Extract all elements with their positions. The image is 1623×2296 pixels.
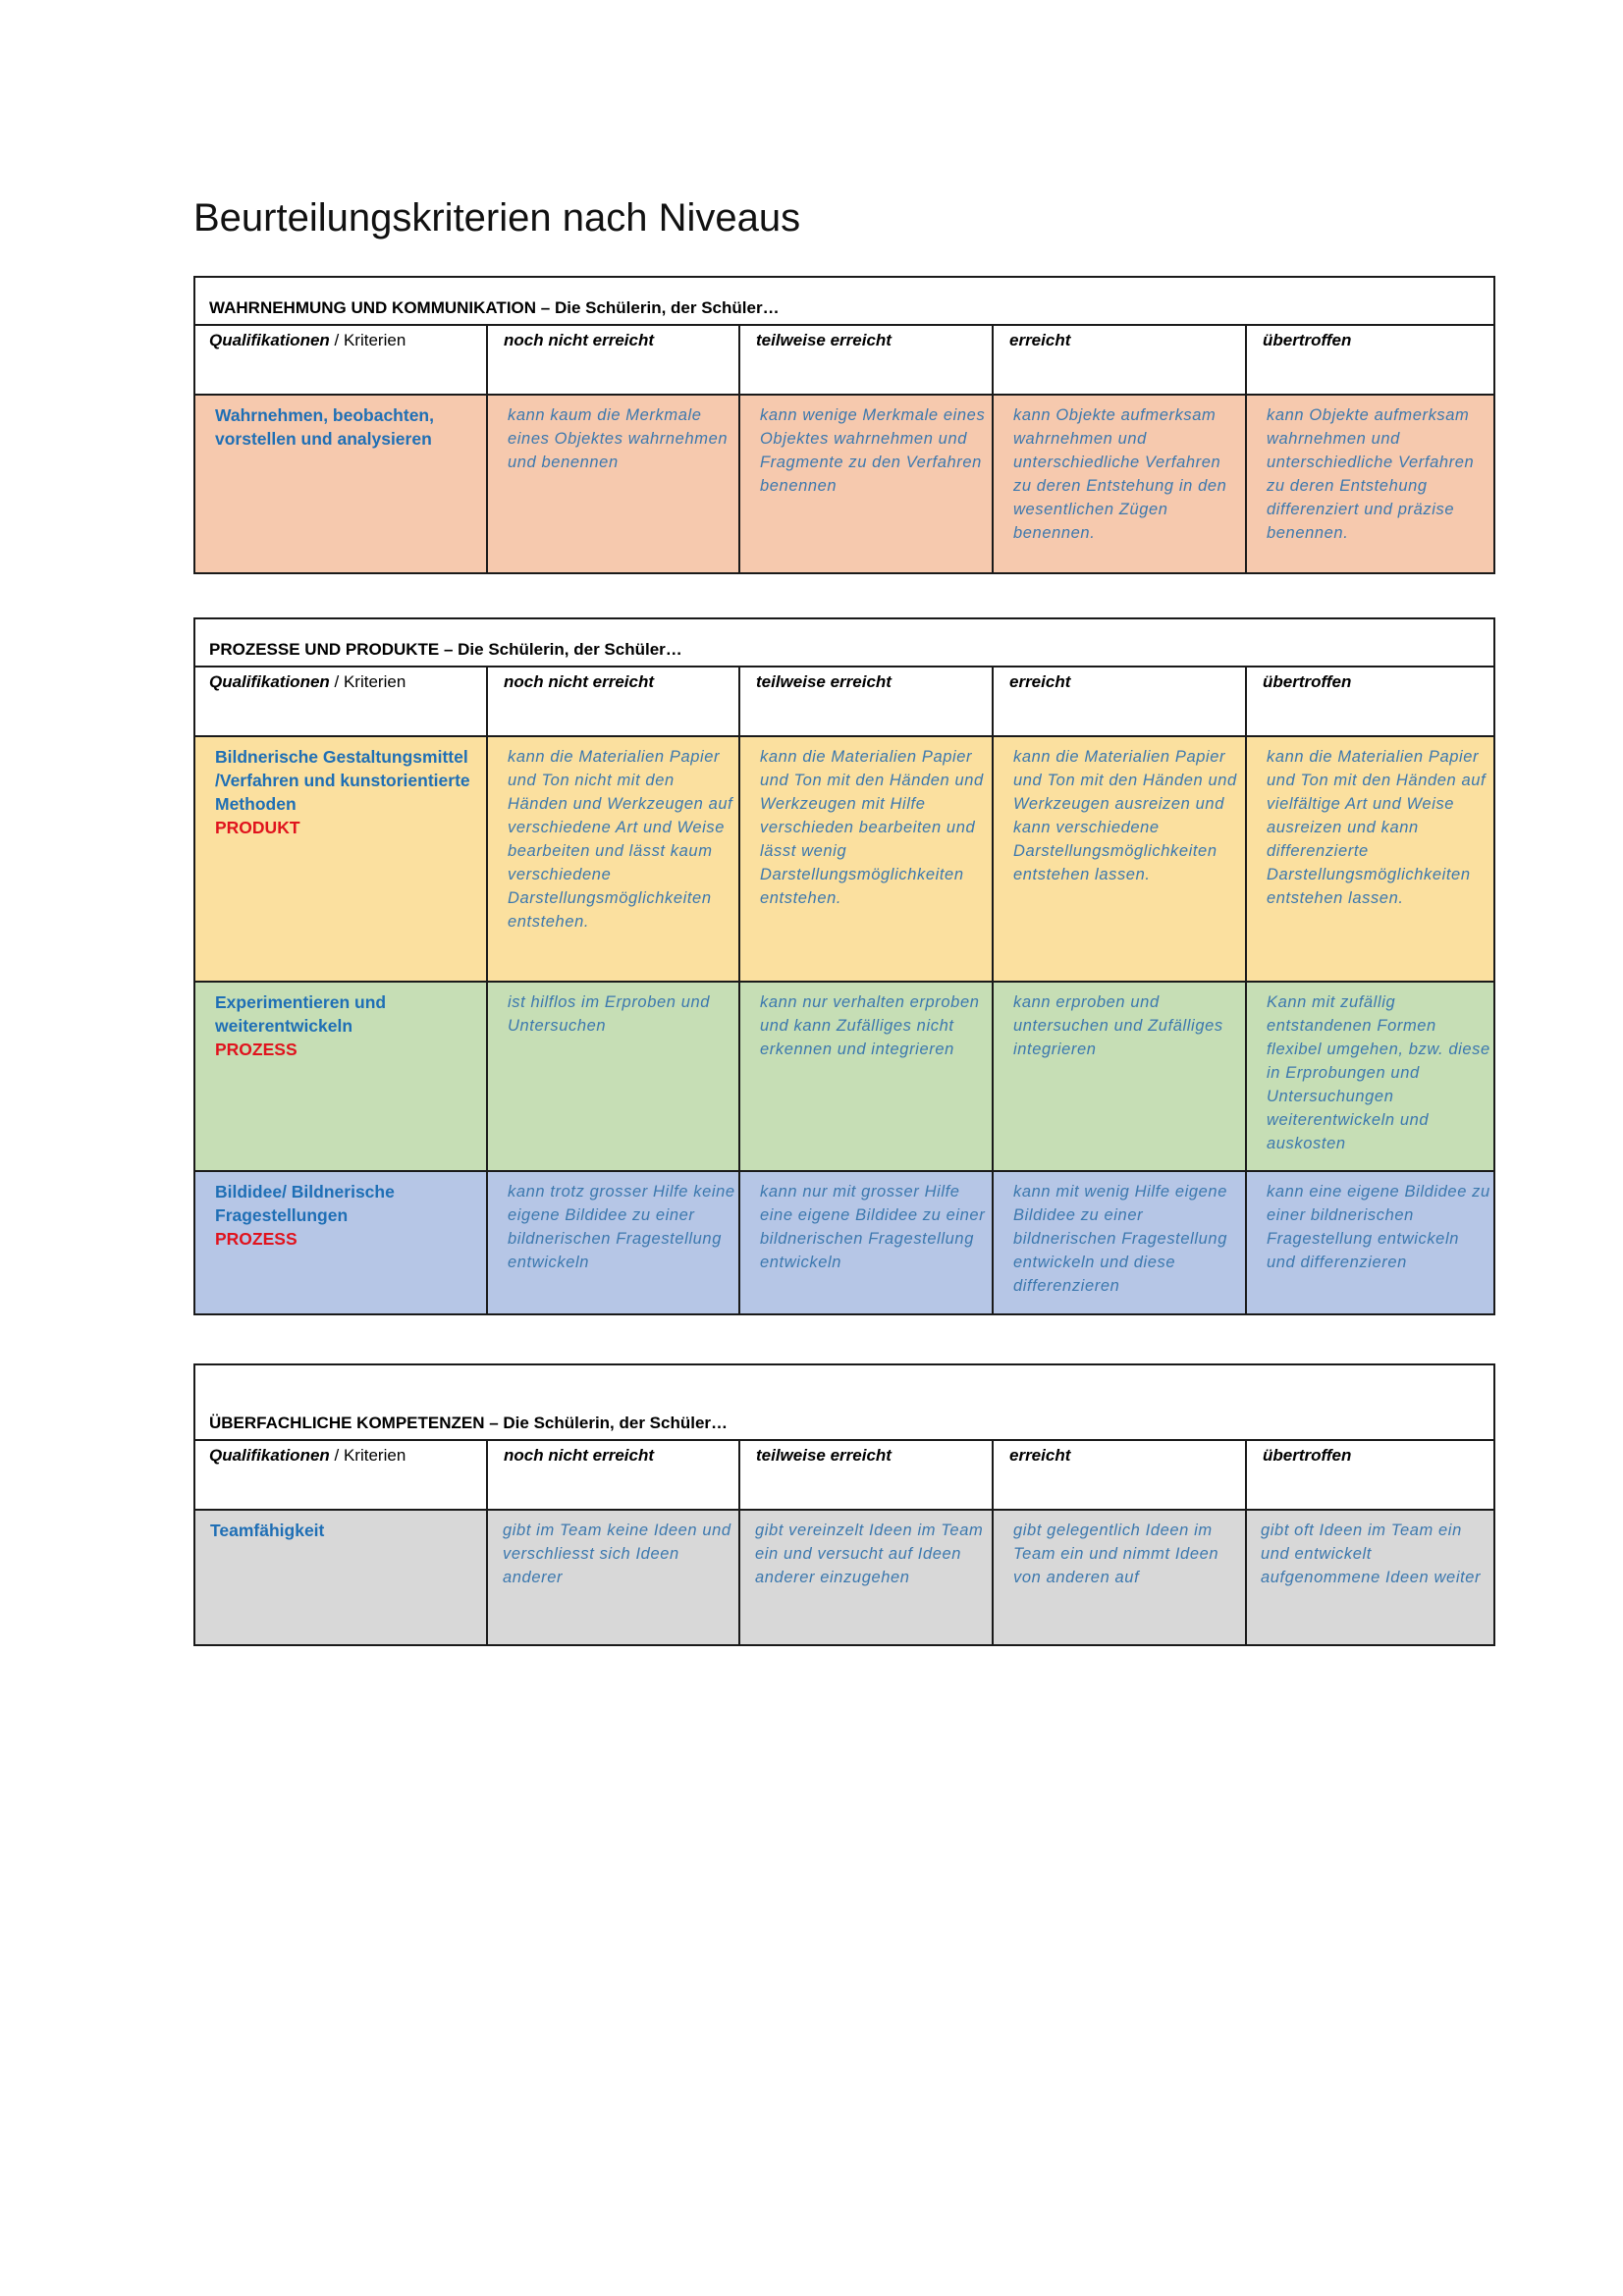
table-heading-text: ÜBERFACHLICHE KOMPETENZEN – Die Schülerin, der Schüler… <box>209 1414 729 1432</box>
level2-description: kann wenige Merkmale eines Objektes wahrnehmen und Fragmente zu den Verfahren benennen <box>740 396 994 572</box>
criterion-tag: PROZESS <box>215 1229 298 1249</box>
col-header-criteria: Qualifikationen / Kriterien <box>195 326 488 394</box>
col-header-level3: erreicht <box>994 326 1247 394</box>
col-header-level1: noch nicht erreicht <box>488 1441 740 1509</box>
table-ueberfachlich <box>193 1363 1495 1646</box>
level1-description: kann kaum die Merkmale eines Objektes wahrnehmen und benennen <box>488 396 740 572</box>
criterion-label <box>195 1172 488 1313</box>
table-row <box>195 1511 1493 1644</box>
table-row <box>195 1172 1493 1313</box>
level3-description: kann mit wenig Hilfe eigene Bildidee zu einer bildnerischen Fragestellung entwickeln und diese differenzieren <box>994 1172 1247 1313</box>
level4-description: kann die Materialien Papier und Ton mit den Händen auf vielfältige Art und Weise ausreizen und kann differenzierte Darstellungsmöglichkeiten entstehen lassen. <box>1267 748 1487 907</box>
level1-description: kann trotz grosser Hilfe keine eigene Bildidee zu einer bildnerischen Fragestellung entwickeln <box>488 1172 740 1313</box>
criterion-text: Bildidee/ Bildnerische Fragestellungen <box>215 1182 395 1225</box>
table-row <box>195 983 1493 1172</box>
criterion-label <box>195 737 488 981</box>
level4-description: gibt oft Ideen im Team ein und entwickelt aufgenommene Ideen weiter <box>1261 1522 1482 1586</box>
level2-description: gibt vereinzelt Ideen im Team ein und versucht auf Ideen anderer einzugehen <box>740 1511 994 1644</box>
col-header-level2: teilweise erreicht <box>740 1441 994 1509</box>
level4-description: Kann mit zufällig entstandenen Formen flexibel umgehen, bzw. diese in Erprobungen und Untersuchungen weiterentwickeln und auskosten <box>1267 993 1490 1152</box>
criterion-label: Wahrnehmen, beobachten, vorstellen und analysieren <box>195 396 488 572</box>
col-header-criteria: Qualifikationen / Kriterien <box>195 667 488 735</box>
criterion-tag: PRODUKT <box>215 818 300 837</box>
criterion-text: Experimentieren und weiterentwickeln <box>215 992 387 1036</box>
column-header-row <box>195 326 1493 396</box>
col-header-level4: übertroffen <box>1263 331 1352 349</box>
level3-description: gibt gelegentlich Ideen im Team ein und nimmt Ideen von anderen auf <box>994 1511 1247 1644</box>
table-prozesse <box>193 617 1495 1315</box>
col-header-level4: übertroffen <box>1263 1446 1352 1465</box>
level1-description: kann die Materialien Papier und Ton nicht mit den Händen und Werkzeugen auf verschiedene Art und Weise bearbeiten und lässt kaum verschiedene Darstellungsmöglichkeiten entstehen. <box>488 737 740 981</box>
criterion-label: Teamfähigkeit <box>195 1511 488 1644</box>
column-header-row <box>195 667 1493 737</box>
column-header-row <box>195 1441 1493 1511</box>
level3-description: kann erproben und untersuchen und Zufälliges integrieren <box>994 983 1247 1170</box>
page-title: Beurteilungskriterien nach Niveaus <box>193 196 801 240</box>
criterion-text: Bildnerische Gestaltungsmittel /Verfahren und kunstorientierte Methoden <box>215 747 470 814</box>
level3-description: kann Objekte aufmerksam wahrnehmen und unterschiedliche Verfahren zu deren Entstehung in den wesentlichen Zügen benennen. <box>994 396 1247 572</box>
criterion-label <box>195 983 488 1170</box>
level4-description: kann Objekte aufmerksam wahrnehmen und unterschiedliche Verfahren zu deren Entstehung differenziert und präzise benennen. <box>1267 406 1475 542</box>
level2-description: kann die Materialien Papier und Ton mit den Händen und Werkzeugen mit Hilfe verschieden bearbeiten und lässt wenig Darstellungsmöglichkeiten entstehen. <box>740 737 994 981</box>
level2-description: kann nur mit grosser Hilfe eine eigene Bildidee zu einer bildnerischen Fragestellung entwickeln <box>740 1172 994 1313</box>
level3-description: kann die Materialien Papier und Ton mit den Händen und Werkzeugen ausreizen und kann verschiedene Darstellungsmöglichkeiten entstehen lassen. <box>994 737 1247 981</box>
level1-description: gibt im Team keine Ideen und verschliesst sich Ideen anderer <box>488 1511 740 1644</box>
col-header-criteria: Qualifikationen / Kriterien <box>195 1441 488 1509</box>
col-header-level3: erreicht <box>994 667 1247 735</box>
level4-description: kann eine eigene Bildidee zu einer bildnerischen Fragestellung entwickeln und differenzieren <box>1267 1183 1490 1271</box>
col-header-level2: teilweise erreicht <box>740 326 994 394</box>
col-header-level4: übertroffen <box>1263 672 1352 691</box>
table-row <box>195 737 1493 983</box>
table-row <box>195 396 1493 572</box>
table-heading-text: WAHRNEHMUNG UND KOMMUNIKATION – Die Schülerin, der Schüler… <box>209 298 780 317</box>
col-header-level1: noch nicht erreicht <box>488 326 740 394</box>
table-heading <box>195 619 1493 667</box>
col-header-level1: noch nicht erreicht <box>488 667 740 735</box>
table-wahrnehmung <box>193 276 1495 574</box>
table-heading <box>195 1365 1493 1441</box>
col-header-level2: teilweise erreicht <box>740 667 994 735</box>
criterion-tag: PROZESS <box>215 1040 298 1059</box>
table-heading-text: PROZESSE UND PRODUKTE – Die Schülerin, der Schüler… <box>209 640 682 659</box>
level2-description: kann nur verhalten erproben und kann Zufälliges nicht erkennen und integrieren <box>740 983 994 1170</box>
level1-description: ist hilflos im Erproben und Untersuchen <box>488 983 740 1170</box>
col-header-level3: erreicht <box>994 1441 1247 1509</box>
table-heading <box>195 278 1493 326</box>
